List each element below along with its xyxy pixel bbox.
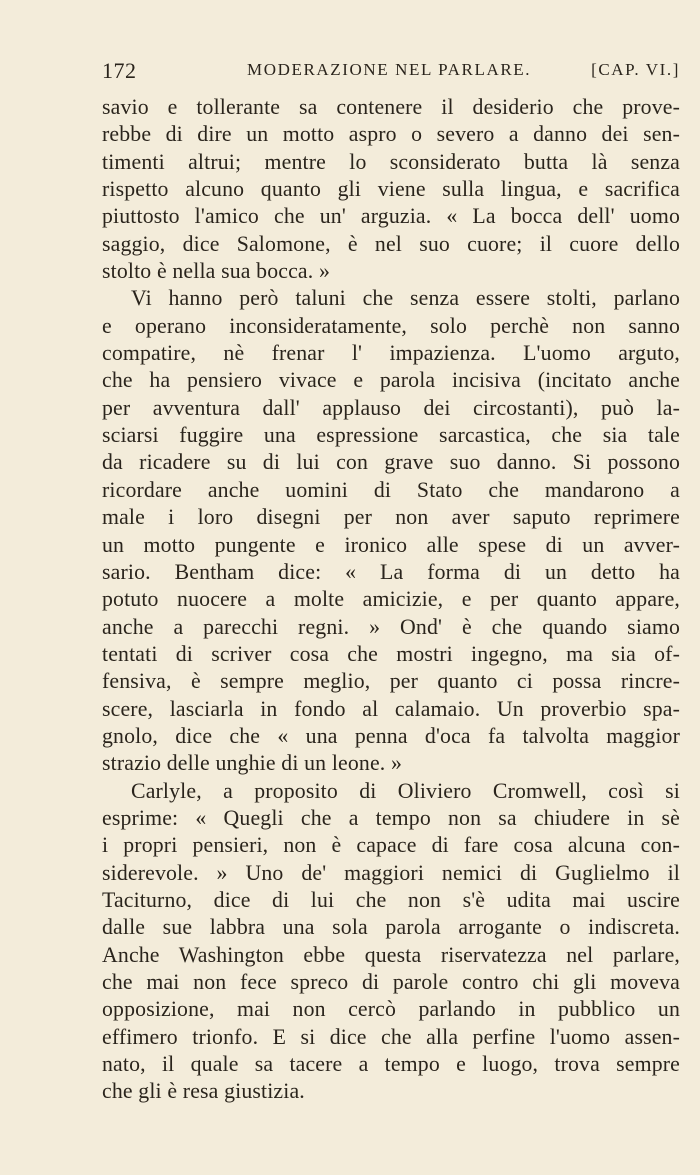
text-line: sario. Bentham dice: « La forma di un detto ha bbox=[102, 559, 680, 584]
text-line: male i loro disegni per non aver saputo reprimere bbox=[102, 505, 680, 530]
running-header bbox=[102, 58, 680, 88]
page-number: 172 bbox=[102, 58, 137, 83]
text-line: effimero trionfo. E si dice che alla perfine l'uomo assen- bbox=[102, 1024, 680, 1049]
text-line: opposizione, mai non cercò parlando in pubblico un bbox=[102, 997, 680, 1022]
text-line: nato, il quale sa tacere a tempo e luogo, trova sempre bbox=[102, 1052, 680, 1077]
text-line: che mai non fece spreco di parole contro chi gli moveva bbox=[102, 970, 680, 994]
text-line: siderevole. » Uno de' maggiori nemici di Guglielmo il bbox=[102, 860, 680, 885]
running-title: MODERAZIONE NEL PARLARE. bbox=[247, 60, 532, 79]
text-line: scere, lasciarla in fondo al calamaio. Un proverbio spa- bbox=[102, 696, 680, 721]
paragraph bbox=[102, 94, 680, 285]
text-line: Carlyle, a proposito di Oliviero Cromwell, così si bbox=[131, 778, 680, 803]
text-line: un motto pungente e ironico alle spese di un avver- bbox=[102, 532, 680, 557]
text-line: tentati di scriver cosa che mostri ingegno, ma sia of- bbox=[102, 641, 680, 666]
paragraph bbox=[102, 285, 680, 777]
text-line: piuttosto l'amico che un' arguzia. « La bocca dell' uomo bbox=[102, 204, 680, 229]
text-line: strazio delle unghie di un leone. » bbox=[102, 751, 403, 776]
text-line: Vi hanno però taluni che senza essere stolti, parlano bbox=[131, 286, 680, 311]
text-line: i propri pensieri, non è capace di fare cosa alcuna con- bbox=[102, 833, 680, 858]
text-line: gnolo, dice che « una penna d'oca fa talvolta maggior bbox=[102, 723, 680, 748]
text-line: ricordare anche uomini di Stato che mandarono a bbox=[102, 477, 680, 502]
text-line: stolto è nella sua bocca. » bbox=[102, 259, 331, 284]
text-line: Taciturno, dice di lui che non s'è udita mai uscire bbox=[102, 887, 680, 912]
text-line: rispetto alcuno quanto gli viene sulla lingua, e sacrifica bbox=[102, 177, 680, 202]
text-line: per avventura dall' applauso dei circostanti), può la- bbox=[102, 395, 680, 420]
text-line: Anche Washington ebbe questa riservatezza nel parlare, bbox=[102, 942, 680, 967]
body-text bbox=[102, 94, 680, 1106]
text-line: dalle sue labbra una sola parola arrogante o indiscreta. bbox=[102, 915, 680, 940]
text-line: compatire, nè frenar l' impazienza. L'uomo arguto, bbox=[102, 341, 680, 366]
text-line: anche a parecchi regni. » Ond' è che quando siamo bbox=[102, 614, 680, 639]
text-line: che gli è resa giustizia. bbox=[102, 1079, 305, 1104]
chapter-label: [CAP. VI.] bbox=[591, 60, 680, 79]
text-line: fensiva, è sempre meglio, per quanto ci possa rincre- bbox=[102, 669, 680, 694]
text-line: saggio, dice Salomone, è nel suo cuore; il cuore dello bbox=[102, 231, 680, 256]
text-line: sciarsi fuggire una espressione sarcastica, che sia tale bbox=[102, 423, 680, 448]
text-line: che ha pensiero vivace e parola incisiva (incitato anche bbox=[102, 368, 680, 393]
text-line: esprime: « Quegli che a tempo non sa chiudere in sè bbox=[102, 805, 680, 830]
text-line: timenti altrui; mentre lo sconsiderato butta là senza bbox=[102, 149, 680, 174]
paragraph bbox=[102, 778, 680, 1106]
text-line: e operano inconsideratamente, solo perchè non sanno bbox=[102, 313, 680, 338]
text-line: savio e tollerante sa contenere il desiderio che prove- bbox=[102, 95, 680, 119]
text-line: da ricadere su di lui con grave suo danno. Si possono bbox=[102, 450, 680, 475]
text-line: potuto nuocere a molte amicizie, e per quanto appare, bbox=[102, 587, 680, 612]
text-line: rebbe di dire un motto aspro o severo a danno dei sen- bbox=[102, 122, 680, 147]
